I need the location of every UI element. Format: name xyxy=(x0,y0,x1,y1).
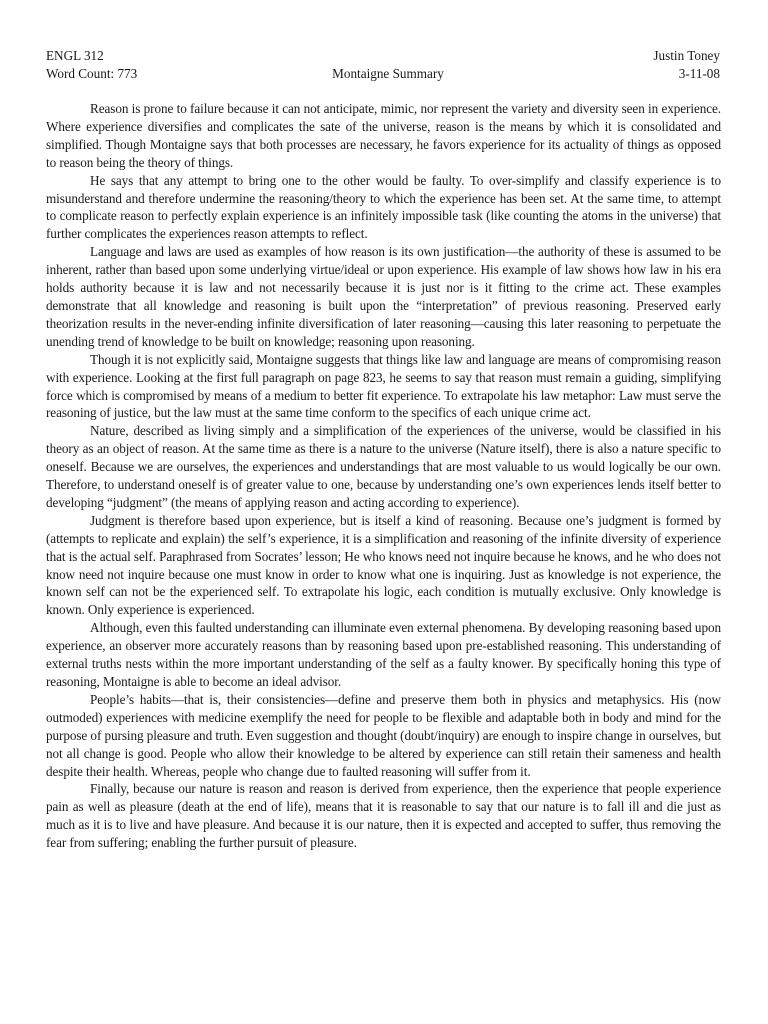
word-count: Word Count: 773 xyxy=(46,66,138,81)
paragraph-4: Though it is not explicitly said, Montaigne suggests that things like law and language are means of compromising reason with experience. Looking at the first full paragraph on page 823, he seems to say that reason must remain a guiding, simplifying force which is compromised by means of a medium to better fit experience. To extrapolate his law metaphor: Law must serve the reasoning of justice, but the law must at the same time conform to the specifics of each unique crime act. xyxy=(46,351,721,421)
paragraph-8: People’s habits—that is, their consistencies—define and preserve them both in physics and metaphysics. His (now outmoded) experiences with medicine exemplify the need for people to be flexible and adaptable both in body and mind for the purpose of pursing pleasure and truth. Even suggestion and thought (doubt/inquiry) are enough to inspire change in ourselves, but not all change is good. People who allow their knowledge to be altered by experience can still retain their sameness and health despite their health. Whereas, people who change due to faulted reasoning will suffer from it. xyxy=(46,691,721,779)
page-header xyxy=(46,47,720,83)
header-right xyxy=(653,47,720,83)
author-name: Justin Toney xyxy=(653,48,720,63)
paragraph-7: Although, even this faulted understanding can illuminate even external phenomena. By developing reasoning based upon experience, an observer more accurately reasons than by reasoning based upon pre-established reasoning. This understanding of external truths nests within the more important understanding of the self as a faulty knower. By specifically honing this type of reasoning, Montaigne is able to become an ideal advisor. xyxy=(46,620,721,689)
document-date: 3-11-08 xyxy=(678,66,720,81)
paragraph-1: Reason is prone to failure because it can not anticipate, mimic, nor represent the variety and diversity seen in experience. Where experience diversifies and complicates the sate of the universe, reason is the means by which it is consolidated and simplified. Though Montaigne says that both processes are necessary, he favors experience for its actuality of things as opposed to reason being the theory of things. xyxy=(46,101,721,170)
document-title: Montaigne Summary xyxy=(332,66,444,81)
paragraph-3: Language and laws are used as examples of how reason is its own justification—the authority of these is assumed to be inherent, rather than based upon some underlying virtue/ideal or upon experience. His example of law shows how law in his era holds authority because it is law and not necessarily because it is just nor is it fitting to the crime act. These examples demonstrate that all knowledge and reasoning is built upon the “interpretation” of previous reasoning. Preserved early theorization results in the never-ending infinite diversification of later reasoning—causing this later reasoning to perpetuate the unending trend of knowledge to be built on knowledge; reasoning upon reasoning. xyxy=(46,244,721,349)
course-code: ENGL 312 xyxy=(46,48,104,63)
document-body xyxy=(46,100,721,852)
paragraph-2: He says that any attempt to bring one to the other would be faulty. To over-simplify and classify experience is to misunderstand and therefore undermine the reasoning/theory to which the experience has been set. At the same time, to attempt to complicate reason to perfectly explain experience is an infinitely impossible task (like counting the atoms in the universe) that further complicates the experiences reason attempts to reflect. xyxy=(46,172,721,242)
paragraph-6: Judgment is therefore based upon experience, but is itself a kind of reasoning. Because one’s judgment is formed by (attempts to replicate and explain) the self’s experience, it is a simplification and reasoning of the infinite diversity of experience that is the actual self. Paraphrased from Socrates’ lesson; He who knows need not inquire because he knows, and he who does not know need not inquire because one must know in order to know what one is inquiring. Just as knowledge is not experience, the known self can not be the experienced self. To extrapolate his logic, each condition is mutually exclusive. Only knowledge is known. Only experience is experienced. xyxy=(46,512,721,618)
header-center xyxy=(46,65,720,83)
paragraph-5: Nature, described as living simply and a simplification of the experiences of the universe, would be classified in his theory as an object of reason. At the same time as there is a nature to the universe (Nature itself), there is also a nature specific to oneself. Because we are ourselves, the experiences and understandings that are most valuable to us would logically be our own. Therefore, to understand oneself is of greater value to one, because by understanding one’s own experiences lends itself better to developing “judgment” (the means of applying reason and acting according to experience). xyxy=(46,423,721,510)
paragraph-9: Finally, because our nature is reason and reason is derived from experience, then the experience that people experience pain as well as pleasure (death at the end of life), means that it is reasonable to say that our nature is to fall ill and die just as much as it is to live and have pleasure. And because it is our nature, then it is expected and accepted to suffer, thus removing the fear from suffering; enabling the further pursuit of pleasure. xyxy=(46,781,721,851)
